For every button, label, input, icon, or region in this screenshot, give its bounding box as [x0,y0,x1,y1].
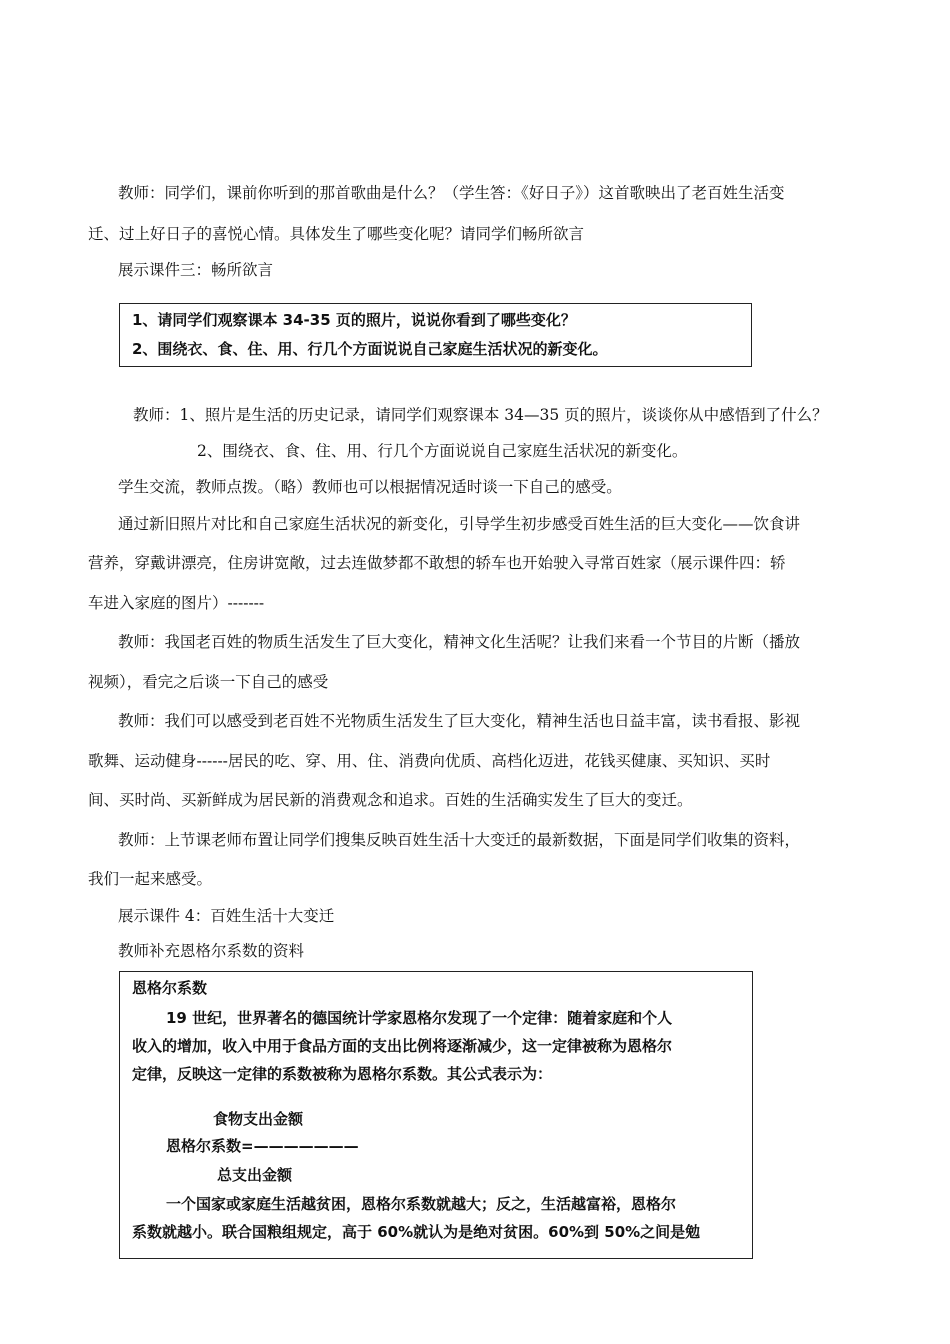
question-item: 1、请同学们观察课本 34-35 页的照片，说说你看到了哪些变化？ [132,311,576,329]
box-text: 系数就越小。联合国粮组规定，高于 60%就认为是绝对贫困。60%到 50%之间是勉 [132,1223,701,1241]
paragraph-text: 展示课件 4：百姓生活十大变迁 [118,907,335,925]
paragraph-text: 间、买时尚、买新鲜成为居民新的消费观念和追求。百姓的生活确实发生了巨大的变迁。 [88,791,693,809]
box-text: 收入的增加，收入中用于食品方面的支出比例将逐渐减少，这一定律被称为恩格尔 [132,1037,673,1055]
paragraph-text: 迁、过上好日子的喜悦心情。具体发生了哪些变化呢？请同学们畅所欲言 [88,225,585,243]
formula: 恩格尔系数=——————— [166,1137,359,1155]
paragraph-text: 营养，穿戴讲漂亮，住房讲宽敞，过去连做梦都不敢想的轿车也开始驶入寻常百姓家（展示课件四：轿 [88,554,786,572]
engel-coefficient-box [119,971,753,1259]
paragraph-text: 歌舞、运动健身------居民的吃、穿、用、住、消费向优质、高档化迈进，花钱买健康、买知识、买时 [88,752,771,770]
paragraph-text: 车进入家庭的图片）------- [88,594,265,612]
paragraph-text: 视频），看完之后谈一下自己的感受 [88,673,329,691]
paragraph-text: 我们一起来感受。 [88,870,213,888]
box-text: 19 世纪，世界著名的德国统计学家恩格尔发现了一个定律：随着家庭和个人 [166,1009,673,1027]
paragraph-text: 学生交流，教师点拨。（略）教师也可以根据情况适时谈一下自己的感受。 [118,478,622,496]
box-text: 一个国家或家庭生活越贫困，恩格尔系数就越大；反之，生活越富裕，恩格尔 [166,1195,677,1213]
paragraph-text: 教师：我们可以感受到老百姓不光物质生活发生了巨大变化，精神生活也日益丰富，读书看报、影视 [118,712,801,730]
paragraph-text: 教师：我国老百姓的物质生活发生了巨大变化，精神文化生活呢？让我们来看一个节目的片断（播放 [118,633,801,651]
paragraph-text: 教师补充恩格尔系数的资料 [118,942,305,960]
paragraph-text: 教师：同学们，课前你听到的那首歌曲是什么？（学生答：《好日子》）这首歌映出了老百姓生活变 [118,184,785,202]
box-title: 恩格尔系数 [132,979,208,997]
paragraph-text: 通过新旧照片对比和自己家庭生活状况的新变化，引导学生初步感受百姓生活的巨大变化——饮食讲 [118,515,801,533]
question-box [119,303,752,367]
box-text: 定律，反映这一定律的系数被称为恩格尔系数。其公式表示为： [132,1065,553,1083]
paragraph-text: 展示课件三：畅所欲言 [118,261,274,279]
paragraph-text: 教师：上节课老师布置让同学们搜集反映百姓生活十大变迁的最新数据，下面是同学们收集的资料， [118,831,801,849]
question-item: 2、围绕衣、食、住、用、行几个方面说说自己家庭生活状况的新变化。 [132,340,608,358]
paragraph-text: 2、围绕衣、食、住、用、行几个方面说说自己家庭生活状况的新变化。 [197,442,688,460]
formula-numerator: 食物支出金额 [213,1110,304,1128]
formula-denominator: 总支出金额 [217,1166,293,1184]
paragraph-text: 教师：1、照片是生活的历史记录，请同学们观察课本 34—35 页的照片，谈谈你从中感悟到了什么？ [133,406,828,424]
